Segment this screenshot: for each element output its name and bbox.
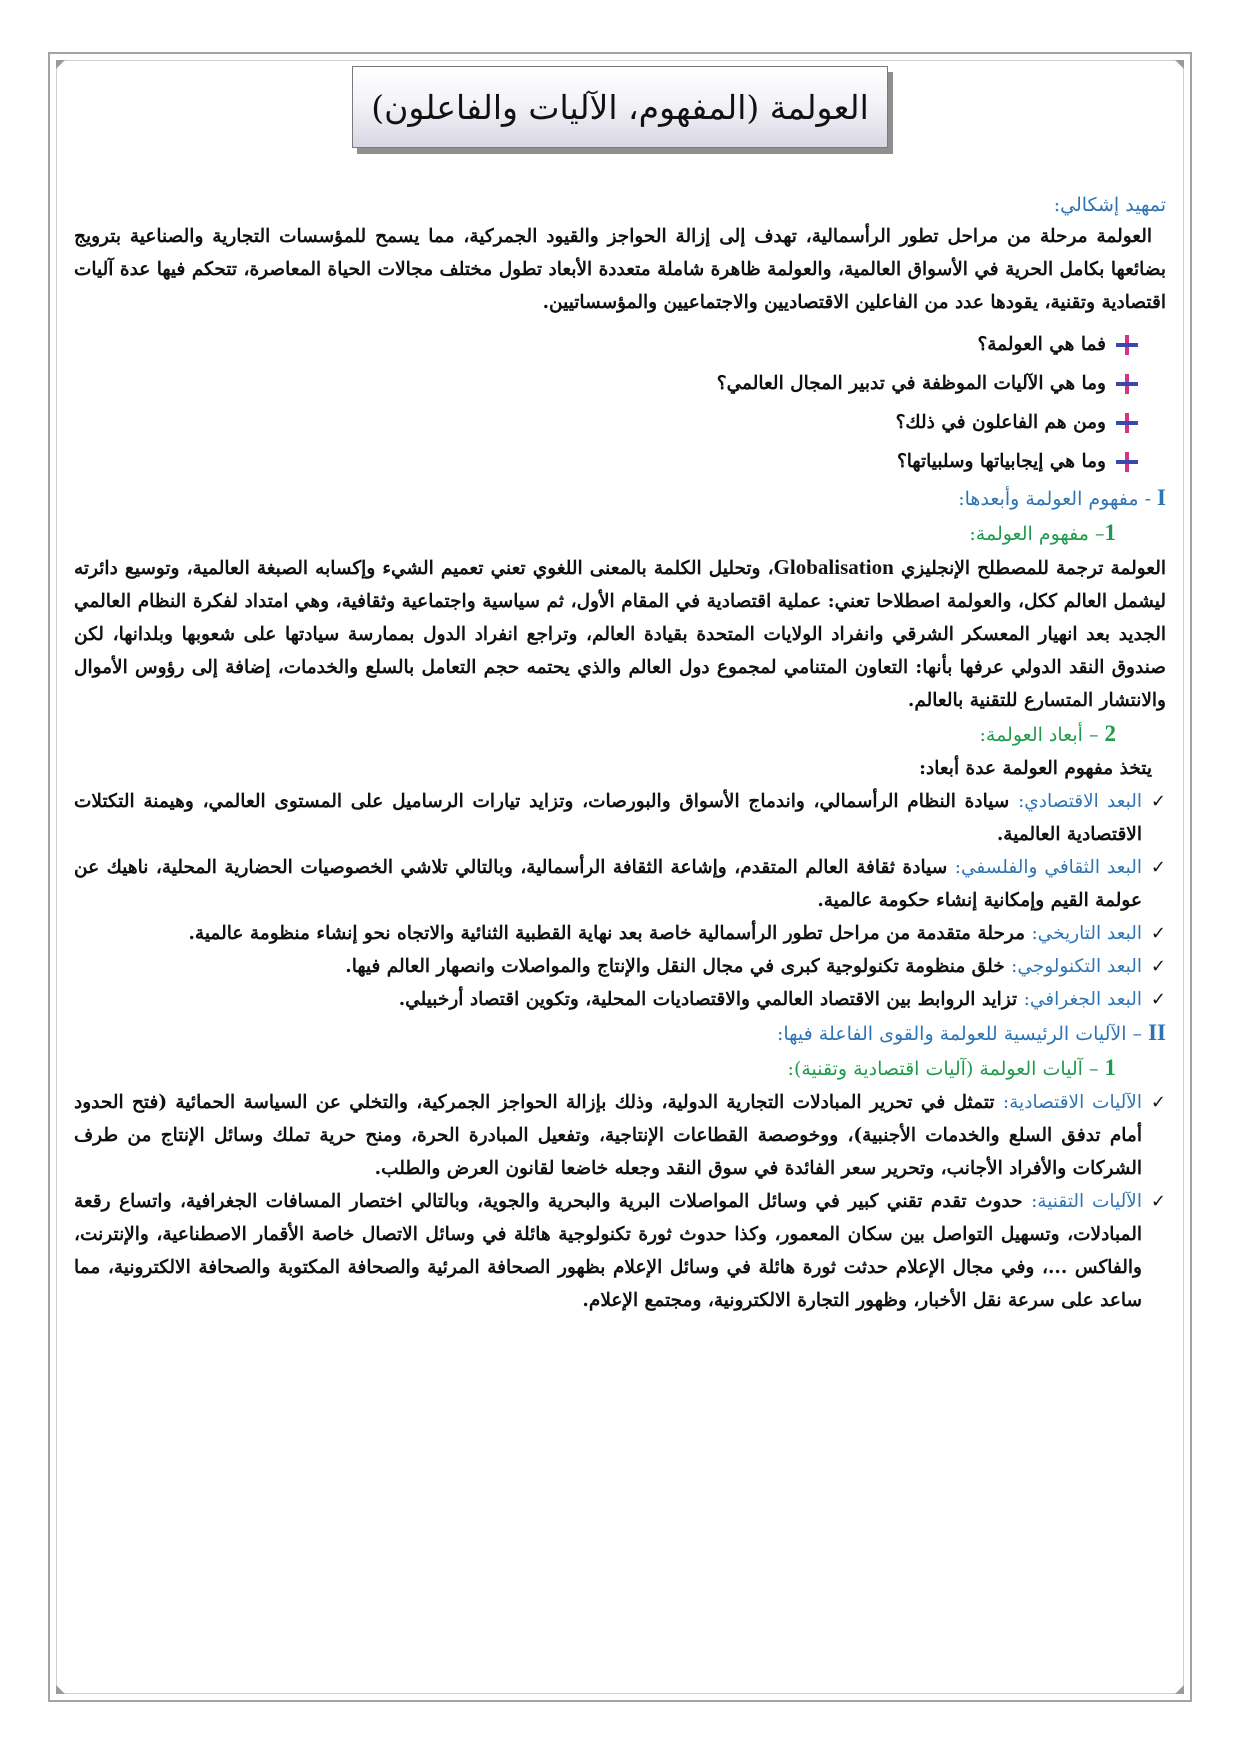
definition-paragraph bbox=[74, 551, 1166, 717]
frame-corner-bottom-right bbox=[1175, 1685, 1184, 1694]
mechanism-item bbox=[74, 1185, 1166, 1317]
section-1-title: - مفهوم العولمة وأبعدها: bbox=[958, 488, 1158, 510]
dimension-text: مرحلة متقدمة من مراحل تطور الرأسمالية خاصة بعد نهاية القطبية الثنائية والاتجاه نحو إنشاء منظومة عالمية. bbox=[188, 923, 1032, 944]
document-body bbox=[74, 190, 1166, 1317]
section-2-heading bbox=[74, 1016, 1166, 1051]
latin-term: Globalisation bbox=[773, 555, 894, 579]
dimensions-lead: يتخذ مفهوم العولمة عدة أبعاد: bbox=[919, 758, 1152, 779]
subsection-2-1-heading bbox=[74, 1051, 1166, 1086]
dimension-term: البعد الثقافي والفلسفي: bbox=[954, 857, 1142, 878]
dimension-item bbox=[74, 950, 1166, 983]
dimension-term: البعد الجغرافي: bbox=[1023, 989, 1142, 1010]
check-icon: ✓ bbox=[1150, 923, 1166, 944]
dimension-text: سيادة ثقافة العالم المتقدم، وإشاعة الثقافة الرأسمالية، وبالتالي تلاشي الخصوصيات الحضارية المحلية، ناهيك عن عولمة القيم وإمكانية إنشاء حكومة عالمية. bbox=[74, 857, 1142, 911]
question-item bbox=[74, 403, 1138, 442]
dimension-text: سيادة النظام الرأسمالي، واندماج الأسواق والبورصات، وتزايد تيارات الرساميل على المستوى العالمي، وهيمنة التكتلات الاقتصادية العالمية. bbox=[74, 791, 1142, 845]
cross-bullet-icon bbox=[1116, 335, 1138, 355]
question-item bbox=[74, 364, 1138, 403]
frame-corner-top-right bbox=[1175, 60, 1184, 69]
page-title: العولمة (المفهوم، الآليات والفاعلون) bbox=[352, 66, 888, 148]
frame-corner-top-left bbox=[56, 60, 65, 69]
subsection-2-1-title: – آليات العولمة (آليات اقتصادية وتقنية): bbox=[787, 1058, 1105, 1080]
subsection-2-1-number: 1 bbox=[1104, 1055, 1116, 1080]
check-icon: ✓ bbox=[1150, 989, 1166, 1010]
mechanism-term: الآليات التقنية: bbox=[1031, 1191, 1142, 1212]
check-icon: ✓ bbox=[1150, 956, 1166, 977]
question-item bbox=[74, 325, 1138, 364]
subsection-1-2-number: 2 bbox=[1104, 721, 1116, 746]
subsection-1-1-heading bbox=[74, 516, 1166, 551]
subsection-1-2-title: – أبعاد العولمة: bbox=[979, 724, 1105, 746]
dimension-item bbox=[74, 785, 1166, 851]
cross-bullet-icon bbox=[1116, 374, 1138, 394]
mechanisms-list bbox=[74, 1086, 1166, 1317]
subsection-1-1-title: – مفهوم العولمة: bbox=[969, 523, 1105, 545]
question-text: وما هي إيجابياتها وسلبياتها؟ bbox=[896, 451, 1106, 472]
dimensions-list bbox=[74, 785, 1166, 1016]
dimension-term: البعد التكنولوجي: bbox=[1011, 956, 1142, 977]
definition-text-start: العولمة ترجمة للمصطلح الإنجليزي bbox=[893, 558, 1166, 579]
subsection-1-1-number: 1 bbox=[1104, 520, 1116, 545]
question-text: وما هي الآليات الموظفة في تدبير المجال العالمي؟ bbox=[716, 373, 1106, 394]
check-icon: ✓ bbox=[1150, 1092, 1166, 1113]
subsection-1-2-heading bbox=[74, 717, 1166, 752]
section-2-number: II bbox=[1148, 1020, 1166, 1045]
cross-bullet-icon bbox=[1116, 452, 1138, 472]
check-icon: ✓ bbox=[1150, 857, 1166, 878]
intro-paragraph: العولمة مرحلة من مراحل تطور الرأسمالية، تهدف إلى إزالة الحواجز والقيود الجمركية، مما يسمح للمؤسسات التجارية والصناعية بترويج بضائعها بكامل الحرية في الأسواق العالمية، والعولمة ظاهرة شاملة متعددة الأبعاد تطول مختلف مجالات الحياة المعاصرة، تتحكم فيها عدة آليات اقتصادية وتقنية، يقودها عدد من الفاعلين الاقتصاديين والاجتماعيين والمؤسساتيين. bbox=[74, 226, 1166, 313]
dimension-item bbox=[74, 917, 1166, 950]
question-text: فما هي العولمة؟ bbox=[977, 334, 1106, 355]
problem-questions bbox=[74, 325, 1166, 481]
mechanism-term: الآليات الاقتصادية: bbox=[1002, 1092, 1142, 1113]
dimension-item bbox=[74, 983, 1166, 1016]
section-2-title: – الآليات الرئيسية للعولمة والقوى الفاعلة فيها: bbox=[776, 1023, 1149, 1045]
question-item bbox=[74, 442, 1138, 481]
mechanism-item bbox=[74, 1086, 1166, 1185]
definition-text-rest: ، وتحليل الكلمة بالمعنى اللغوي تعني تعميم الشيء وإكسابه الصبغة العالمية، وتوسيع دائرته ليشمل العالم ككل، والعولمة اصطلاحا تعني: عملية اقتصادية في المقام الأول، ثم سياسية واجتماعية وثقافية، وهي امتداد لفكرة النظام العالمي الجديد بعد انهيار المعسكر الشرقي وانفراد الولايات المتحدة بقيادة العالم، وتراجع انفراد الدول بممارسة سيادتها على شعوبها وبلدانها، لكن صندوق النقد الدولي عرفها بأنها: التعاون المتنامي لمجموع دول العالم والذي يحتمه حجم التعامل بالسلع والخدمات، إضافة إلى رؤوس الأموال والانتشار المتسارع للتقنية بالعالم. bbox=[74, 558, 1166, 711]
frame-corner-bottom-left bbox=[56, 1685, 65, 1694]
question-text: ومن هم الفاعلون في ذلك؟ bbox=[895, 412, 1106, 433]
dimension-text: خلق منظومة تكنولوجية كبرى في مجال النقل والإنتاج والمواصلات وانصهار العالم فيها. bbox=[345, 956, 1012, 977]
check-icon: ✓ bbox=[1150, 1191, 1166, 1212]
section-1-number: I bbox=[1157, 485, 1166, 510]
intro-heading: تمهيد إشكالي: bbox=[1053, 194, 1166, 216]
dimension-term: البعد الاقتصادي: bbox=[1018, 791, 1143, 812]
section-1-heading bbox=[74, 481, 1166, 516]
dimension-term: البعد التاريخي: bbox=[1031, 923, 1142, 944]
dimension-text: تزايد الروابط بين الاقتصاد العالمي والاقتصاديات المحلية، وتكوين اقتصاد أرخبيلي. bbox=[398, 989, 1024, 1010]
mechanism-text: حدوث تقدم تقني كبير في وسائل المواصلات البرية والبحرية والجوية، وبالتالي اختصار المسافات الجغرافية، واتساع رقعة المبادلات، وتسهيل التواصل بين سكان المعمور، وكذا حدوث ثورة تكنولوجية هائلة في وسائل الاتصال خاصة الأقمار الاصطناعية، والإنترنت، والفاكس ...، وفي مجال الإعلام حدثت ثورة هائلة في وسائل الإعلام بظهور الصحافة المرئية والصحافة المكتوبة والصحافة الالكترونية، مما ساعد على سرعة نقل الأخبار، وظهور التجارة الالكترونية، ومجتمع الإعلام. bbox=[74, 1191, 1142, 1311]
check-icon: ✓ bbox=[1150, 791, 1166, 812]
cross-bullet-icon bbox=[1116, 413, 1138, 433]
mechanism-text: تتمثل في تحرير المبادلات التجارية الدولية، وذلك بإزالة الحواجز الجمركية، والتخلي عن السياسة الحمائية (فتح الحدود أمام تدفق السلع والخدمات الأجنبية)، ووخوصصة القطاعات الإنتاجية، وتفعيل المبادرة الحرة، ومنح حرية تملك وسائل الإنتاج من طرف الشركات والأفراد الأجانب، وتحرير سعر الفائدة في سوق النقد وجعله خاضعا لقانون العرض والطلب. bbox=[74, 1092, 1142, 1179]
dimension-item bbox=[74, 851, 1166, 917]
